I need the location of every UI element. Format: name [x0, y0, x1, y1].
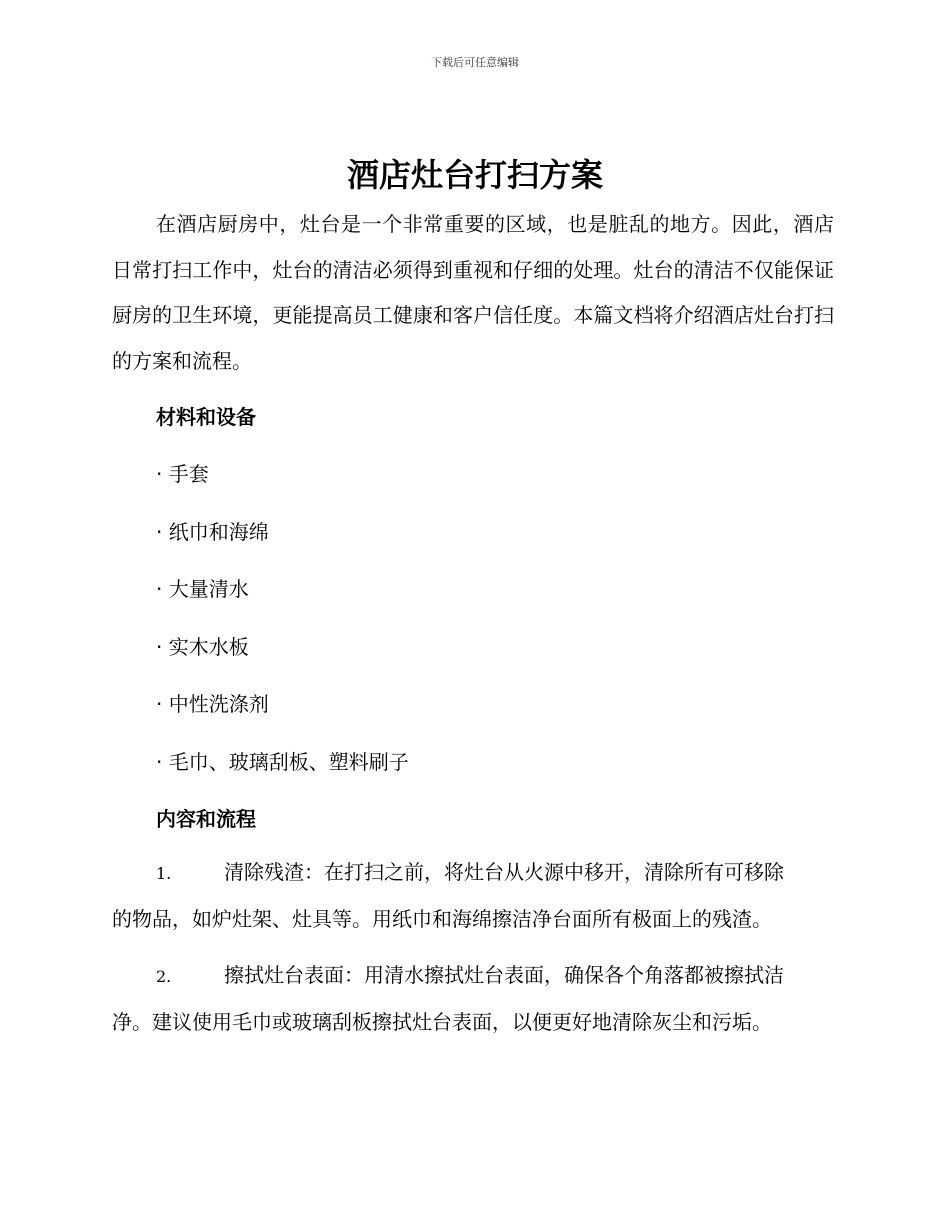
materials-item-wood-board: · 实木水板 — [156, 635, 249, 659]
step-number: 1. — [156, 864, 172, 883]
materials-item-towel-scraper-brush: · 毛巾、玻璃刮板、塑料刷子 — [156, 750, 409, 774]
process-heading: 内容和流程 — [156, 807, 256, 831]
process-step-2 — [112, 953, 834, 1045]
step-text: 清除残渣：在打扫之前，将灶台从火源中移开，清除所有可移除 — [224, 860, 784, 884]
step-number: 2. — [156, 967, 172, 986]
step-text: 擦拭灶台表面：用清水擦拭灶台表面，确保各个角落都被擦拭洁 — [224, 963, 784, 987]
header-note: 下载后可任意编辑 — [431, 56, 519, 69]
process-step-1 — [112, 850, 834, 942]
intro-paragraph: 在酒店厨房中，灶台是一个非常重要的区域，也是脏乱的地方。因此，酒店日常打扫工作中，灶台的清洁必须得到重视和仔细的处理。灶台的清洁不仅能保证厨房的卫生环境，更能提高员工健康和客户信任度。本篇文档将介绍酒店灶台打扫的方案和流程。 — [112, 212, 834, 373]
materials-item-water: · 大量清水 — [156, 577, 249, 601]
step-text-continued: 净。建议使用毛巾或玻璃刮板擦拭灶台表面，以便更好地清除灰尘和污垢。 — [112, 1009, 772, 1034]
materials-item-gloves: · 手套 — [156, 462, 209, 486]
document-title: 酒店灶台打扫方案 — [346, 156, 603, 194]
materials-item-tissue-sponge: · 纸巾和海绵 — [156, 520, 269, 544]
step-text-continued: 的物品，如炉灶架、灶具等。用纸巾和海绵擦洁净台面所有极面上的残渣。 — [112, 906, 772, 931]
materials-item-detergent: · 中性洗涤剂 — [156, 692, 269, 716]
materials-heading: 材料和设备 — [156, 405, 256, 429]
